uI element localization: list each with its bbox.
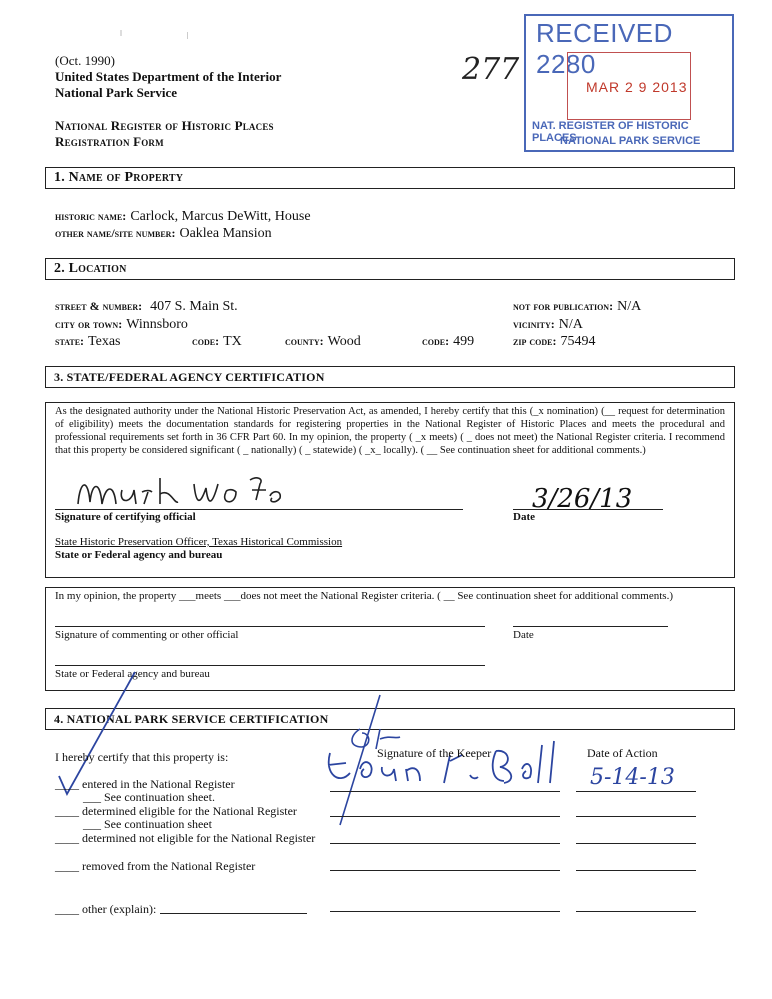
date-line-4 (576, 870, 696, 871)
option-removed (55, 859, 255, 874)
blank: ____ (55, 777, 79, 791)
nfp-value: N/A (617, 299, 642, 314)
commenting-date-label: Date (513, 629, 534, 641)
keeper-line-5 (330, 911, 560, 912)
commenting-agency-label: State or Federal agency and bureau (55, 668, 210, 680)
state-code-row (192, 332, 242, 350)
certifying-signature-label: Signature of certifying official (55, 511, 196, 523)
historic-name-row (55, 207, 311, 225)
received-stamp (524, 14, 734, 152)
commenting-date-line (513, 626, 668, 627)
vicinity-label: vicinity: (513, 317, 555, 331)
state-code-value: TX (223, 334, 242, 349)
county-label: county: (285, 334, 324, 348)
stamp-line1: NAT. REGISTER OF HISTORIC PLACES (532, 120, 689, 144)
option-not-eligible-label: determined not eligible for the National Register (82, 831, 316, 845)
city-value: Winnsboro (126, 317, 188, 332)
other-name-row (55, 224, 272, 242)
historic-name-value: Carlock, Marcus DeWitt, House (130, 209, 311, 224)
option-eligible-label: determined eligible for the National Register (82, 804, 297, 818)
option-not-eligible (55, 831, 315, 846)
historic-name-label: historic name: (55, 209, 127, 223)
service: National Park Service (55, 85, 178, 100)
certify-text: I hereby certify that this property is: (55, 750, 229, 764)
section-4-title: 4. NATIONAL PARK SERVICE CERTIFICATION (54, 712, 329, 726)
section-2-header (45, 258, 735, 280)
keeper-line-4 (330, 870, 560, 871)
blank: ____ (55, 859, 79, 873)
certifying-signature-line (55, 509, 463, 510)
street-label: street & number: (55, 299, 143, 313)
county-value: Wood (327, 334, 361, 349)
section-3-title: 3. STATE/FEDERAL AGENCY CERTIFICATION (54, 370, 325, 384)
date-line-5 (576, 911, 696, 912)
county-code-row (422, 332, 474, 350)
other-explain-line (160, 913, 307, 914)
opinion-text: In my opinion, the property ___meets ___does not meet the National Register criteria. ( __ See continuation sheet for additional comments.) (55, 590, 673, 602)
keeper-label: Signature of the Keeper (377, 746, 492, 760)
stamp-date: MAR 2 9 2013 (586, 79, 688, 95)
option-eligible-sub: ___ See continuation sheet (83, 817, 212, 831)
form-title-1: National Register of Historic Places (55, 118, 274, 133)
vicinity-row (513, 315, 583, 333)
commenting-signature-label: Signature of commenting or other official (55, 629, 239, 641)
keeper-signature (320, 725, 580, 800)
state-label: state: (55, 334, 85, 348)
state-value: Texas (88, 334, 121, 349)
scan-mark (187, 32, 188, 39)
section-1-header (45, 167, 735, 189)
other-name-value: Oaklea Mansion (179, 226, 272, 241)
state-code-label: code: (192, 334, 220, 348)
stamp-received: RECEIVED 2280 (536, 18, 673, 79)
other-name-label: other name/site number: (55, 226, 176, 240)
keeper-line-2 (330, 816, 560, 817)
blank: ____ (55, 902, 79, 916)
option-entered-sub: ___ See continuation sheet. (83, 790, 215, 804)
stamp-line2: NATIONAL PARK SERVICE (560, 135, 701, 147)
city-row (55, 315, 188, 333)
section-2-title: 2. Location (54, 261, 127, 276)
option-other-label: other (explain): (82, 902, 157, 916)
agency-value: State Historic Preservation Officer, Texas Historical Commission (55, 536, 343, 548)
option-entered-label: entered in the National Register (82, 777, 235, 791)
edition: (Oct. 1990) (55, 53, 115, 68)
date-line-3 (576, 843, 696, 844)
date-line-2 (576, 816, 696, 817)
blank: ____ (55, 831, 79, 845)
commenting-agency-line (55, 665, 485, 666)
zip-row (513, 332, 595, 350)
date-action-value: 5-14-13 (590, 765, 675, 790)
option-other (55, 902, 156, 917)
section-1-title: 1. Name of Property (54, 170, 184, 185)
option-removed-label: removed from the National Register (82, 859, 256, 873)
date-action-label: Date of Action (587, 746, 658, 760)
keeper-line-3 (330, 843, 560, 844)
zip-label: zip code: (513, 334, 557, 348)
street-row (55, 297, 238, 315)
county-code-value: 499 (453, 334, 475, 349)
nfp-row (513, 297, 641, 315)
section-3-header (45, 366, 735, 388)
scan-mark (120, 30, 122, 36)
handwritten-number: 277 (462, 52, 520, 87)
zip-value: 75494 (560, 334, 596, 349)
certifying-date-value: 3/26/13 (532, 484, 633, 514)
county-code-label: code: (422, 334, 450, 348)
county-row (285, 332, 361, 350)
city-label: city or town: (55, 317, 123, 331)
street-value: 407 S. Main St. (150, 299, 238, 314)
form-header (55, 53, 281, 101)
form-title-2: Registration Form (55, 134, 164, 149)
certifying-date-line (513, 509, 663, 510)
keeper-line-1 (330, 791, 560, 792)
department: United States Department of the Interior (55, 69, 282, 84)
certification-text: As the designated authority under the National Historic Preservation Act, as amended, I hereby certify that this (_x nomination) (__ request for determination of eligibility) meets the documentation standards for registering properties in the National Register of Historic Places and meets the procedural and professional requirements set forth in 36 CFR Part 60. In my opinion, the property ( _x meets) ( _ does not meet) the National Register criteria. I recommend that this property be considered significant ( _ nationally) ( _ statewide) ( _x_ locally). ( __ See continuation sheet for additional comments.) (55, 406, 725, 456)
certifying-date-label: Date (513, 511, 535, 523)
blank: ____ (55, 804, 79, 818)
vicinity-value: N/A (558, 317, 583, 332)
nfp-label: not for publication: (513, 299, 614, 313)
date-line-1 (576, 791, 696, 792)
state-row (55, 332, 121, 350)
agency-label: State or Federal agency and bureau (55, 549, 223, 561)
commenting-signature-line (55, 626, 485, 627)
